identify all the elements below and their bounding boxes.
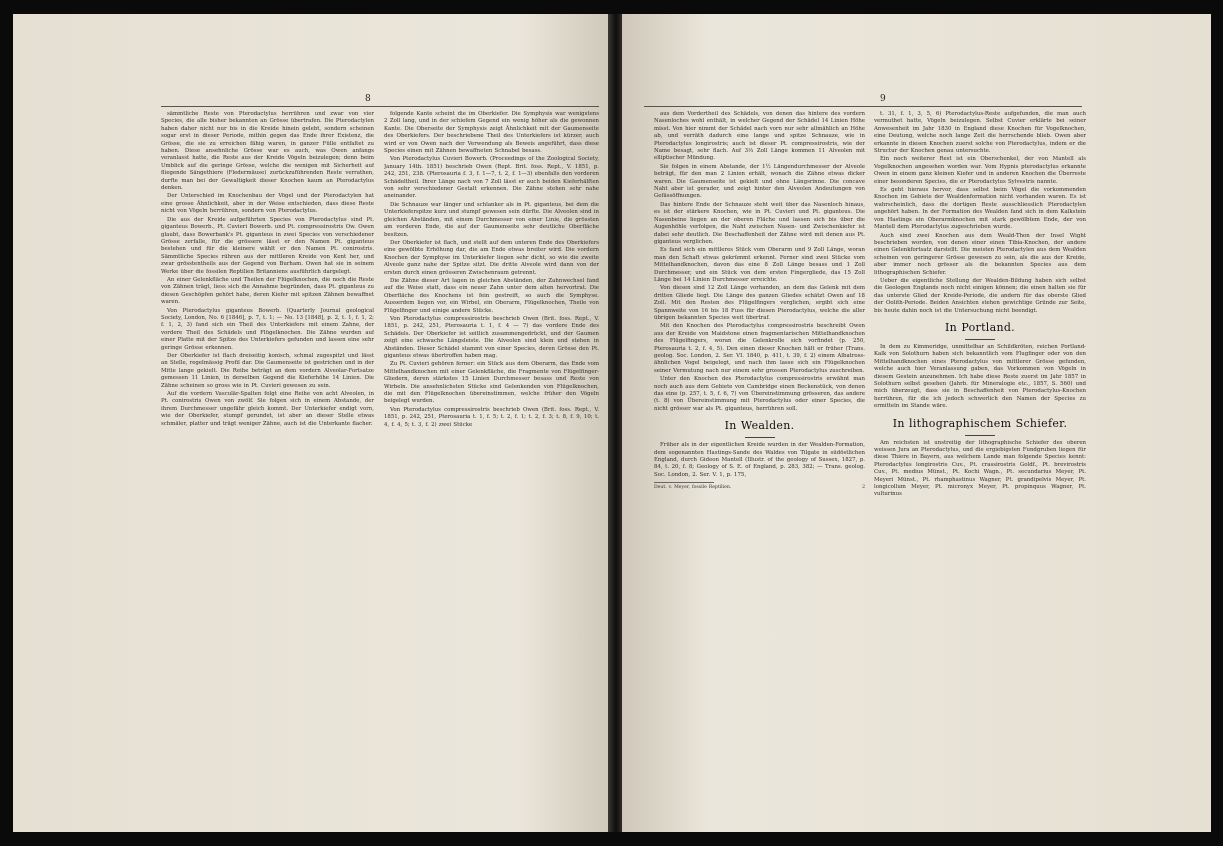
paragraph: Von diesen sind 12 Zoll Länge vorhanden, an dem das Gelenk mit dem dritten Gliede liegt. Die Länge des ganzen Gliedes schätzt Owen auf 18 Zoll. Mit den Resten des Flügelfingers verglichen, ergibt sich eine Spannweite von 16 bis 18 Fuss für diesen Pterodactylus, welche die aller übrigen bekannten Species weit übertraf.	[654, 285, 865, 321]
paragraph: Es fand sich ein mittleres Stück vom Oberarm und 9 Zoll Länge, woran man den Schaft etwas gekrümmt erkennt. Ferner sind zwei Stücke vom Mittelhandknochen, davon das eine 8 Zoll Länge besass und 1 Zoll Durchmesser, und ein Stück von dem ersten Fingergliede, das 15 Zoll Länge bei 14 Linien Durchmesser erreichte.	[654, 247, 865, 283]
paragraph: Von Pterodactylus Cuvieri Bowerb. (Proceedings of the Zoological Society, January 14th. 1851) beschrieb Owen (Rept. Brit. foss. Rept., V. 1851, p. 242, 251, 238. (Pterosauria f. 3, f. 1—7, t. 2, f. 1—3) ebenfalls den vorderen Schädeltheil. Ihrer Länge nach von 7 Zoll lässt er auch beiden Kieferhälften von sehr verschiedener Gestalt erkennen. Die Zähne stehen sehr nahe aneinander.	[384, 156, 599, 200]
text-column-2	[384, 111, 599, 811]
section-heading-lithographic: In lithographischem Schiefer.	[892, 416, 1068, 430]
header-rule-left	[161, 106, 599, 107]
text-column-1	[161, 111, 374, 811]
text-column-4	[874, 111, 1086, 811]
paragraph: An einer Gelenkfläche und Theilen der Flügelknochen, die noch die Reste von Zähnen trägt, liess sich die Annahme begründen, dass Pt. giganteus zu diesen Geschöpfen gehört habe, deren Kiefer mit spitzen Zähnen bewaffnet waren.	[161, 276, 374, 306]
paragraph: Ein noch weiterer Rest ist ein Oberschenkel, der von Mantell als Vogelknochen angesehen worden war. Vom Hypnis pterodactylus erkannte Owen in einem ganz kleinen Kiefer und in anderen Knochen die Überreste einer besonderen Species, die er Pterodactylus Sylvestris nannte.	[874, 156, 1086, 185]
paragraph: Am reichsten ist unstreitig der lithographische Schiefer des oberen weissen Jura an Pterodactylus, und die ergiebigsten Fundgruben liegen für diese Thiere in Bayern, aus welchem Lande man folgende Species kennt: Pterodactylus longirostris Cuv., Pt. crassirostris Goldf., Pt. brevirostris Cuv., Pt. medius Münst., Pt. Kochi Wagn., Pt. secundarius Meyer, Pt. Meyeri Münst., Pt. rhamphastinus Wagner, Pt. grandipelvis Meyer, Pt. longicollum Meyer, Pt. micronyx Meyer, Pt. propinquus Wagner, Pt. vulturinus	[874, 439, 1086, 498]
paragraph: Früher als in der eigentlichen Kreide wurden in der Wealden-Formation, dem sogenannten Hastings-Sande des Waldes von Tilgate in südöstlichen England, durch Gideon Mantell (Illustr. of the geology of Sussex, 1827, p. 84, t. 20, f. 8; Geology of S. E. of England, p. 283, 382; — Trans. geolog. Soc. London, 2. Ser. V. 1, p. 175,	[654, 442, 865, 478]
section-heading-wealden: In Wealden.	[724, 419, 795, 433]
paragraph: Die Zähne dieser Art lagen in gleichen Abständen, der Zahnwechsel fand auf die Weise statt, dass ein neuer Zahn unter dem alten hervortrat. Die Oberfläche des Knochens ist fein gestreift, so auch die Symphyse. Ausserdem liegen vor, ein Wirbel, ein Oberarm, Flügelknochen, Theile von Flügelfinger und einige andere Stücke.	[384, 277, 599, 314]
footnote-rule	[654, 482, 714, 483]
paragraph: t. 31, f. 1, 3, 5, 6) Pterodactylus-Reste aufgefunden, die man auch vermuthet hatte, Vögeln beizulegen. Selbst Cuvier erklärte bei seiner Anwesenheit im Jahr 1830 in England diese Knochen für Vogelknochen, eine Deutung, welche noch lange Zeit die herrschende blieb. Owen aber erkannte in diesen Knochen zuerst solche von Pterodactylus, indem er die Structur der Knochen genau untersuchte.	[874, 111, 1086, 155]
paragraph: Der Oberkiefer ist flach, und stellt auf dem unteren Ende des Oberkiefers eine gewölbte Erhöhung dar, die am Ende etwas breiter wird. Die vordern Knochen der Symphyse im Unterkiefer liegen sehr dicht, so wie die zweite Alveole ganz nahe der Spitze sitzt. Die dritte Alveole wird dann von der ersten durch einen grösseren Zwischenraum getrennt.	[384, 239, 599, 276]
signature-mark: 2	[862, 485, 865, 491]
paragraph: Auf die vordern Vasculär-Spalten folgt eine Reihe von acht Alveolen, in Pt. conirostris Owen von zwölf. Sie folgen sich in einem Abstande, der ihrem Durchmesser ungefähr gleich kommt. Der Unterkiefer endigt vorn, wie der Oberkiefer, stumpf gerundet, ist aber an dieser Stelle etwas schmäler, platter und trägt weniger Zähne, auch ist die Unterkante flacher.	[161, 391, 374, 427]
paragraph: Unter den Knochen des Pterodactylus compressirostris erwähnt man noch auch aus dem Gebiete von Cambridge einen Beckenstück, von denen das eine (p. 257, t. 5, f. 6, 7) von Übereinstimmung grösseren, das andere (t. 8) von Übereinstimmung mit Pterodactylus oder einer Species, die nicht grösser war als Pt. giganteus, herrühren soll.	[654, 376, 865, 412]
section-heading-portland: In Portland.	[945, 320, 1015, 334]
text-column-3	[654, 111, 865, 811]
paragraph: Die Schnauze war länger und schlanker als in Pt. giganteus, bei dem die Unterkieferspitze kurz und stumpf gewesen sein dürfte. Die Alveolen sind in gleichen Abständen, mit einem Durchmesser von einer Linie, die grössten am vorderen Ende, die auf der Gaumenseite sehr deutliche Oberfläche besitzen.	[384, 201, 599, 238]
paragraph: aus dem Vordertheil des Schädels, von denen das hintere des vordern Nasenloches wohl enthält, in welcher Gegend der Schädel 14 Linien Höhe misst. Von hier nimmt der Schädel nach vorn nur sehr allmählich an Höhe ab, und verräth dadurch eine lange und spitze Schnauze, wie in Pterodactylus longirostris; auch ist dieser Pt. compressirostris, wie der Name besagt, sehr flach. Auf 3⅓ Zoll Länge kommen 11 Alveolen mit elliptischer Mündung.	[654, 111, 865, 162]
footnote-text: Deut. v. Meyer, fossile Reptilien.	[654, 485, 732, 491]
heading-rule	[745, 437, 775, 438]
left-page	[13, 14, 610, 832]
paragraph: Die aus der Kreide aufgeführten Species von Pterodactylus sind Pt. giganteus Bowerb., Pt. Cuvieri Bowerb. und Pt. compressirostris Ow. Owen glaubt, dass Bowerbank's Pt. giganteus in zwei Species von verschiedener Grösse zerfalle, für die grössere lässt er den Namen Pt. giganteus bestehen und für die kleinere wählt er den Namen Pt. conirostris. Sämmtliche Species rühren aus der mittleren Kreide von Kent her, und zwar grösstentheils aus der Gegend von Burham. Owen hat sie in seinem Werke über die fossilen Reptilien Britanniens ausführlich dargelegt.	[161, 216, 374, 275]
page-number-left: 8	[365, 94, 371, 104]
heading-rule	[965, 435, 995, 436]
paragraph: Zu Pt. Cuvieri gehören ferner: ein Stück aus dem Oberarm, das Ende vom Mittelhandknochen mit einer Gelenkfläche, die Fragmente von Flügelfinger-Gliedern, deren stärkstes 15 Linien Durchmesser besass und Reste von Wirbeln. Die ansehnlichsten Stücke sind Gelenkenden von Flügelknochen, die mit den Flügelknochen übereinstimmen, welche früher den Vögeln beigelegt wurden.	[384, 361, 599, 405]
paragraph: Von Pterodactylus compressirostris beschrieb Owen (Brit. foss. Rept., V. 1851, p. 242, 251, Pterosauria t. 1, f. 4 — 7) das vordere Ende des Schädels. Der Oberkiefer ist seitlich zusammengedrückt, und der Gaumen zeigt eine schwache Längsleiste. Die Alveolen sind klein und stehen in Abständen. Dieser Schädel stammt von einer Species, deren Grösse den Pt. giganteus etwas übertroffen haben mag.	[384, 315, 599, 359]
paragraph: sämmtliche Reste von Pterodactylus herrühren und zwar von vier Species, die alle bisher bekannten an Grösse übertrafen. Die Pterodactylen haben daher nicht nur bis in die Kreide hinein gelebt, sondern scheinen sogar erst in dieser Periode, mithin gegen das Ende ihrer Existenz, die Grösse, die sie zu erreichen fähig waren, in ganzer Fülle entfaltet zu haben. Diese ansehnliche Grösse war es auch, was Owen anfangs veranlasst hatte, die Reste aus der Kreide Vögeln beizulegen; denn beim Umblick auf die geringe Grösse, welche die wenigen mit Sicherheit auf fliegende Sängethiere (Fledermäuse) zurückzuführenden Reste verrathen, durfte man bei der Gewaltigkeit dieser Knochen kaum an Pterodactylus denken.	[161, 111, 374, 192]
paragraph: Von Pterodactylus compressirostris beschrieb Owen (Brit. foss. Rept., V. 1851, p. 242, 251, Pterosauria t. 1, f. 5; t. 2, f. 1; t. 2, f. 3; t. 8, f. 9, 10; t. 4, f. 4, 5; t. 3, f. 2) zwei Stücke	[384, 406, 599, 428]
paragraph: Es geht hieraus hervor, dass selbst beim Vögel die vorkommenden Knochen im Gebiete der Wealdenformation nicht vorhanden waren. Es ist wahrscheinlich, dass die dortigen Reste ausschliesslich Pterodactylen angehört haben. In der Formation des Wealden fand sich in dem Kalkstein von Hastings ein Oberarmknochen mit stark gewölbtem Ende, der von Mantell dem Pterodactylus zugeschrieben wurde.	[874, 187, 1086, 231]
header-rule-right	[644, 106, 1082, 107]
right-page	[622, 14, 1211, 832]
paragraph: Auch sind zwei Knochen aus dem Weald-Thon der Insel Wight beschrieben worden, von denen einer einen Tibia-Knochen, der andere einen Gelenkfortsatz darstellt. Die meisten Pterodactylen aus dem Wealden scheinen von geringerer Grösse gewesen zu sein, als die aus der Kreide, aber immer noch grösser als die bekannten Species aus dem lithographischen Schiefer.	[874, 232, 1086, 276]
heading-rule	[965, 339, 995, 340]
footnote	[654, 485, 865, 491]
paragraph: Der Oberkiefer ist flach dreiseitig konisch, schmal zugespitzt und lässt an Stelle, regelmässig Profil dar. Die Gaumenseite ist gestrichen und in der Mitte lange gekielt. Die Reihe beträgt an dem vordern Alveolar-Fortsatze gemessen 11 Linien, in derselben Gegend die Kieferhöhe 14 Linien. Die Zähne scheinen so gross wie in Pt. Cuvieri gewesen zu sein.	[161, 353, 374, 389]
paragraph: Von Pterodactylus giganteus Bowerb. (Quarterly Journal geological Society, London, No. 6 [1846], p. 7, t. 1; — No. 13 [1848], p. 2, t. 1, f. 1, 2; f. 1, 2, 3) fand sich ein Theil des Unterkiefers mit einem Zahne, der vordere Theil des Schädels und Flügelknochen. Die Zähne wurden auf einer Platte mit der Spitze des Unterkiefers gefunden und lassen eine sehr geringe Grösse erkennen.	[161, 307, 374, 351]
page-number-right: 9	[880, 94, 886, 104]
paragraph: folgende Kante scheint die im Oberkiefer. Die Symphysis war wenigstens 2 Zoll lang, und in der schiefem Gegend ein wenig höher als die gewonnen Kante. Die Oberseite der Symphysis zeigt Ähnlichkeit mit der Gaumenseite des Oberkiefers. Der beschriebene Theil des Unterkiefers ist kürzer, auch wird er von Owen nach der Verwendung als Beweis angeführt, dass diese Species einen mit Zähnen bewaffneten Schnabel besass.	[384, 111, 599, 155]
paragraph: In dem zu Kimmeridge, unmittelbar an Schildkröten, reichen Portland-Kalk von Solothurn haben sich bekanntlich vom Flugfinger oder von den Mittelhandknochen eines Pterodactylus von mittlerer Grösse gefunden, welche auch hier Veranlassung gaben, das Vorkommen von Vögeln in diesem Gestein anzunehmen. Ich habe diese Reste zuerst im Jahr 1857 in Solothurn selbst gesehen (Jahrb. für Mineralogie etc., 1857, S. 560) und mich überzeugt, dass sie in Beschaffenheit von Pterodactylus-Knochen herrühren, für die ich jedoch schwerlich den Namen der Species zu ermitteln im Stande wäre.	[874, 343, 1086, 410]
paragraph: Der Unterschied im Knochenbau der Vögel und der Pterodactylen hat eine grosse Ähnlichkeit, aber in der Weise entschieden, dass diese Reste nicht von Vögeln herrühren, sondern von Pterodactylus.	[161, 193, 374, 215]
paragraph: Das hintere Ende der Schnauze steht weit über das Nasenloch hinaus, es ist der stärkere Knochen, wie in Pt. Cuvieri und Pt. giganteus. Die Nasenbeine liegen an der oberen Fläche und lassen sich bis über die Augenhöhle verfolgen, die Naht zwischen Nasen- und Zwischenkiefer ist dabei sehr deutlich. Die Beschaffenheit der Zähne wird mit denen aus Pt. giganteus verglichen.	[654, 201, 865, 245]
paragraph: Ueber die eigentliche Stellung der Wealden-Bildung haben sich selbst die Geologen Englands noch nicht einigen können; die einen halten sie für das unterste Glied der Kreide-Periode, die andern für das oberste Glied der Oolith-Periode. Beiden Ansichten stehen gewichtige Gründe zur Seite, bis heute dahin noch ist die Untersuchung nicht beendigt.	[874, 277, 1086, 314]
paragraph: Sie folgen in einem Abstande, der 1½ Längendurchmesser der Alveole beträgt, für den man 2 Linien erhält, wonach die Zähne etwas dicker waren. Die Gaumenseite ist gekielt und ohne Längsrinne. Die concave Naht aber ist gerader, und zeigt hinter den Alveolen Andeutungen von Gefässöffnungen.	[654, 163, 865, 200]
paragraph: Mit den Knochen des Pterodactylus compressirostris beschreibt Owen aus der Kreide von Maidstone einen fragmentarischen Mittelhandknochen des Flügelfingers, woran die Gelenkrolle sich vorfindet (p. 250, Pterosauria t. 2, f. 4, 5). Den einen dieser Knochen hält er früher (Trans. geolog. Soc. London, 2. Ser. VI. 1840, p. 411, t. 39, f. 2) einem Albatross-ähnlichen Vogel beigelegt, und nach ihm lasse sich ein Flügelknochen seiner Vermutung nach nur einem sehr grossen Pterodactylus zuschreiben.	[654, 323, 865, 374]
